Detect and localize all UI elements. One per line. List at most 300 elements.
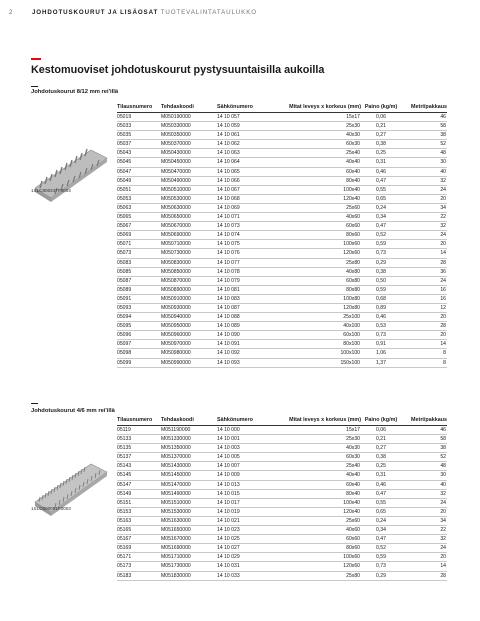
dims-cell: 40x40 <box>346 159 360 166</box>
el-no-cell: 14 10 068 <box>217 195 240 202</box>
section-2-title: Johdotuskourut 4/6 mm rei'illä <box>31 408 115 414</box>
table-row <box>117 507 447 516</box>
el-no-cell: 14 10 065 <box>217 168 240 175</box>
factory-code-cell: M050950000 <box>161 323 191 330</box>
weight-cell: 0,59 <box>376 241 386 248</box>
order-no-cell: 05094 <box>117 314 132 321</box>
order-no-cell: 05096 <box>117 332 132 339</box>
per-pack-cell: 46 <box>440 114 446 120</box>
el-no-cell: 14 10 013 <box>217 481 240 488</box>
el-no-cell: 14 10 059 <box>217 123 240 130</box>
weight-cell: 0,47 <box>376 177 386 184</box>
per-pack-cell: 58 <box>440 436 446 443</box>
factory-code-cell: M050350000 <box>161 132 191 139</box>
table-row <box>117 249 447 258</box>
el-no-cell: 14 10 069 <box>217 204 240 211</box>
weight-cell: 0,21 <box>376 436 386 443</box>
table-row <box>117 453 447 462</box>
table-row <box>117 562 447 571</box>
order-no-cell: 05067 <box>117 223 132 230</box>
factory-code-cell: M050690000 <box>161 232 191 239</box>
el-no-cell: 14 10 078 <box>217 268 240 275</box>
table-row <box>117 267 447 276</box>
factory-code-cell: M051530000 <box>161 508 191 515</box>
el-no-cell: 14 10 000 <box>217 427 240 433</box>
per-pack-cell: 52 <box>440 454 446 461</box>
table-row <box>117 194 447 203</box>
factory-code-cell: M050980000 <box>161 350 191 357</box>
table-row <box>117 535 447 544</box>
table-row <box>117 167 447 176</box>
factory-code-cell: M051450000 <box>161 472 191 479</box>
dims-cell: 100x40 <box>343 499 360 506</box>
weight-cell: 0,24 <box>376 204 386 211</box>
factory-code-cell: M051830000 <box>161 572 191 579</box>
table-row <box>117 498 447 507</box>
factory-code-cell: M051330000 <box>161 436 191 443</box>
page-number: 2 <box>9 9 14 16</box>
col-weight: Paino (kg/m) <box>364 417 398 423</box>
dims-cell: 80x40 <box>346 490 360 497</box>
image-caption-2: 1SLC800091F0003 <box>31 506 71 511</box>
weight-cell: 0,24 <box>376 517 386 524</box>
factory-code-cell: M050190000 <box>161 114 191 120</box>
weight-cell: 0,21 <box>376 123 386 130</box>
table-row <box>117 140 447 149</box>
per-pack-cell: 40 <box>440 168 446 175</box>
table-row <box>117 480 447 489</box>
table-row <box>117 122 447 131</box>
factory-code-cell: M050370000 <box>161 141 191 148</box>
per-pack-cell: 40 <box>440 481 446 488</box>
weight-cell: 0,38 <box>376 141 386 148</box>
per-pack-cell: 22 <box>440 527 446 534</box>
order-no-cell: 05049 <box>117 177 132 184</box>
dims-cell: 15x17 <box>346 427 360 433</box>
el-no-cell: 14 10 090 <box>217 332 240 339</box>
dims-cell: 25x80 <box>346 259 360 266</box>
el-no-cell: 14 10 027 <box>217 545 240 552</box>
dims-cell: 25x80 <box>346 572 360 579</box>
table-body <box>117 426 447 581</box>
table-row <box>117 176 447 185</box>
el-no-cell: 14 10 009 <box>217 472 240 479</box>
factory-code-cell: M050930000 <box>161 304 191 311</box>
weight-cell: 0,73 <box>376 563 386 570</box>
factory-code-cell: M050990000 <box>161 359 191 366</box>
factory-code-cell: M051470000 <box>161 481 191 488</box>
el-no-cell: 14 10 057 <box>217 114 240 120</box>
factory-code-cell: M050960000 <box>161 332 191 339</box>
table-row <box>117 213 447 222</box>
table-row <box>117 435 447 444</box>
factory-code-cell: M050510000 <box>161 186 191 193</box>
table-row <box>117 489 447 498</box>
table-row <box>117 303 447 312</box>
order-no-cell: 05167 <box>117 536 132 543</box>
dims-cell: 60x40 <box>346 481 360 488</box>
el-no-cell: 14 10 001 <box>217 436 240 443</box>
table-row <box>117 276 447 285</box>
factory-code-cell: M051650000 <box>161 527 191 534</box>
dims-cell: 80x60 <box>346 232 360 239</box>
table-row <box>117 444 447 453</box>
section-2-dash <box>31 403 38 404</box>
col-factory-code: Tehdaskoodi <box>161 417 194 423</box>
table-row <box>117 516 447 525</box>
el-no-cell: 14 10 064 <box>217 159 240 166</box>
per-pack-cell: 46 <box>440 427 446 433</box>
factory-code-cell: M051490000 <box>161 490 191 497</box>
factory-code-cell: M050670000 <box>161 223 191 230</box>
el-no-cell: 14 10 062 <box>217 141 240 148</box>
dims-cell: 60x60 <box>346 223 360 230</box>
table-row <box>117 258 447 267</box>
weight-cell: 0,38 <box>376 268 386 275</box>
factory-code-cell: M051670000 <box>161 536 191 543</box>
el-no-cell: 14 10 074 <box>217 232 240 239</box>
factory-code-cell: M050890000 <box>161 286 191 293</box>
per-pack-cell: 38 <box>440 132 446 139</box>
col-el-no: Sähkönumero <box>217 104 253 110</box>
table-row <box>117 131 447 140</box>
order-no-cell: 05133 <box>117 436 132 443</box>
factory-code-cell: M051430000 <box>161 463 191 470</box>
table-row <box>117 331 447 340</box>
table-row <box>117 471 447 480</box>
table-row <box>117 553 447 562</box>
dims-cell: 40x80 <box>346 268 360 275</box>
weight-cell: 0,34 <box>376 214 386 221</box>
factory-code-cell: M050650000 <box>161 214 191 221</box>
weight-cell: 0,38 <box>376 454 386 461</box>
dims-cell: 120x60 <box>343 250 360 257</box>
table-row <box>117 544 447 553</box>
weight-cell: 0,73 <box>376 250 386 257</box>
page-header <box>9 9 257 16</box>
weight-cell: 0,31 <box>376 159 386 166</box>
weight-cell: 0,73 <box>376 332 386 339</box>
factory-code-cell: M050940000 <box>161 314 191 321</box>
table-header-row <box>117 104 447 113</box>
factory-code-cell: M051350000 <box>161 445 191 452</box>
per-pack-cell: 34 <box>440 204 446 211</box>
table-row <box>117 462 447 471</box>
dims-cell: 100x80 <box>343 295 360 302</box>
table-row <box>117 349 447 358</box>
dims-cell: 40x30 <box>346 132 360 139</box>
factory-code-cell: M050970000 <box>161 341 191 348</box>
order-no-cell: 05098 <box>117 350 132 357</box>
table-row <box>117 158 447 167</box>
el-no-cell: 14 10 071 <box>217 214 240 221</box>
order-no-cell: 05083 <box>117 259 132 266</box>
order-no-cell: 05151 <box>117 499 132 506</box>
table-row <box>117 358 447 367</box>
el-no-cell: 14 10 089 <box>217 323 240 330</box>
dims-cell: 60x30 <box>346 141 360 148</box>
order-no-cell: 05073 <box>117 250 132 257</box>
order-no-cell: 05071 <box>117 241 132 248</box>
el-no-cell: 14 10 091 <box>217 341 240 348</box>
weight-cell: 0,46 <box>376 168 386 175</box>
table-row <box>117 240 447 249</box>
per-pack-cell: 14 <box>440 563 446 570</box>
weight-cell: 1,37 <box>376 359 386 366</box>
factory-code-cell: M051630000 <box>161 517 191 524</box>
per-pack-cell: 14 <box>440 341 446 348</box>
dims-cell: 60x60 <box>346 536 360 543</box>
order-no-cell: 05145 <box>117 472 132 479</box>
table-row <box>117 426 447 435</box>
per-pack-cell: 20 <box>440 554 446 561</box>
dims-cell: 60x40 <box>346 168 360 175</box>
factory-code-cell: M051730000 <box>161 563 191 570</box>
order-no-cell: 05137 <box>117 454 132 461</box>
order-no-cell: 05045 <box>117 159 132 166</box>
el-no-cell: 14 10 021 <box>217 517 240 524</box>
dims-cell: 40x100 <box>343 323 360 330</box>
order-no-cell: 05097 <box>117 341 132 348</box>
order-no-cell: 05173 <box>117 563 132 570</box>
per-pack-cell: 14 <box>440 250 446 257</box>
weight-cell: 0,50 <box>376 277 386 284</box>
per-pack-cell: 30 <box>440 159 446 166</box>
dims-cell: 80x100 <box>343 341 360 348</box>
factory-code-cell: M050490000 <box>161 177 191 184</box>
order-no-cell: 05135 <box>117 445 132 452</box>
per-pack-cell: 32 <box>440 490 446 497</box>
per-pack-cell: 20 <box>440 314 446 321</box>
section-1-title: Johdotuskourut 8/12 mm rei'illä <box>31 89 119 95</box>
factory-code-cell: M051710000 <box>161 554 191 561</box>
order-no-cell: 05149 <box>117 490 132 497</box>
weight-cell: 0,91 <box>376 341 386 348</box>
el-no-cell: 14 10 092 <box>217 350 240 357</box>
dims-cell: 40x40 <box>346 472 360 479</box>
order-no-cell: 05143 <box>117 463 132 470</box>
per-pack-cell: 20 <box>440 332 446 339</box>
el-no-cell: 14 10 081 <box>217 286 240 293</box>
per-pack-cell: 32 <box>440 536 446 543</box>
el-no-cell: 14 10 029 <box>217 554 240 561</box>
per-pack-cell: 58 <box>440 123 446 130</box>
order-no-cell: 05165 <box>117 527 132 534</box>
factory-code-cell: M051190000 <box>161 427 191 433</box>
col-per-pack: Metri/pakkaus <box>411 104 447 110</box>
table-row <box>117 185 447 194</box>
weight-cell: 0,53 <box>376 323 386 330</box>
weight-cell: 0,52 <box>376 232 386 239</box>
header-section: JOHDOTUSKOURUT JA LISÄOSAT <box>31 9 159 16</box>
table-row <box>117 340 447 349</box>
col-factory-code: Tehdaskoodi <box>161 104 194 110</box>
weight-cell: 0,55 <box>376 186 386 193</box>
table-row <box>117 571 447 580</box>
per-pack-cell: 38 <box>440 445 446 452</box>
dims-cell: 120x40 <box>343 508 360 515</box>
weight-cell: 0,52 <box>376 545 386 552</box>
weight-cell: 0,47 <box>376 536 386 543</box>
col-per-pack: Metri/pakkaus <box>411 417 447 423</box>
dims-cell: 25x30 <box>346 436 360 443</box>
weight-cell: 0,29 <box>376 572 386 579</box>
weight-cell: 0,65 <box>376 508 386 515</box>
order-no-cell: 05093 <box>117 304 132 311</box>
dims-cell: 25x100 <box>343 314 360 321</box>
el-no-cell: 14 10 067 <box>217 186 240 193</box>
weight-cell: 0,46 <box>376 314 386 321</box>
order-no-cell: 05033 <box>117 123 132 130</box>
table-row <box>117 526 447 535</box>
el-no-cell: 14 10 005 <box>217 454 240 461</box>
order-no-cell: 05171 <box>117 554 132 561</box>
el-no-cell: 14 10 033 <box>217 572 240 579</box>
dims-cell: 60x80 <box>346 277 360 284</box>
factory-code-cell: M050710000 <box>161 241 191 248</box>
dims-cell: 25x40 <box>346 150 360 157</box>
order-no-cell: 05069 <box>117 232 132 239</box>
order-no-cell: 05047 <box>117 168 132 175</box>
weight-cell: 0,59 <box>376 554 386 561</box>
factory-code-cell: M050830000 <box>161 259 191 266</box>
col-weight: Paino (kg/m) <box>364 104 398 110</box>
order-no-cell: 05091 <box>117 295 132 302</box>
col-dims: Mitat leveys x korkeus (mm) <box>289 417 361 423</box>
dims-cell: 25x30 <box>346 123 360 130</box>
table-header-row <box>117 417 447 426</box>
per-pack-cell: 12 <box>440 304 446 311</box>
weight-cell: 0,55 <box>376 499 386 506</box>
per-pack-cell: 24 <box>440 186 446 193</box>
dims-cell: 120x60 <box>343 563 360 570</box>
per-pack-cell: 24 <box>440 232 446 239</box>
order-no-cell: 05051 <box>117 186 132 193</box>
table-row <box>117 113 447 122</box>
weight-cell: 0,46 <box>376 481 386 488</box>
factory-code-cell: M050870000 <box>161 277 191 284</box>
weight-cell: 0,59 <box>376 286 386 293</box>
factory-code-cell: M051370000 <box>161 454 191 461</box>
per-pack-cell: 24 <box>440 545 446 552</box>
dims-cell: 80x60 <box>346 545 360 552</box>
dims-cell: 40x30 <box>346 445 360 452</box>
order-no-cell: 05147 <box>117 481 132 488</box>
dims-cell: 80x80 <box>346 286 360 293</box>
el-no-cell: 14 10 066 <box>217 177 240 184</box>
weight-cell: 0,06 <box>376 114 386 120</box>
weight-cell: 0,65 <box>376 195 386 202</box>
per-pack-cell: 16 <box>440 295 446 302</box>
per-pack-cell: 48 <box>440 463 446 470</box>
el-no-cell: 14 10 003 <box>217 445 240 452</box>
order-no-cell: 05043 <box>117 150 132 157</box>
el-no-cell: 14 10 075 <box>217 241 240 248</box>
factory-code-cell: M050730000 <box>161 250 191 257</box>
dims-cell: 120x80 <box>343 304 360 311</box>
table-row <box>117 313 447 322</box>
product-table-4-6 <box>117 417 447 581</box>
image-caption-1: 1SLC800247F0003 <box>31 188 71 193</box>
order-no-cell: 05087 <box>117 277 132 284</box>
weight-cell: 0,47 <box>376 490 386 497</box>
el-no-cell: 14 10 077 <box>217 259 240 266</box>
weight-cell: 0,27 <box>376 445 386 452</box>
el-no-cell: 14 10 063 <box>217 150 240 157</box>
dims-cell: 25x60 <box>346 517 360 524</box>
per-pack-cell: 32 <box>440 223 446 230</box>
order-no-cell: 05035 <box>117 132 132 139</box>
dims-cell: 40x60 <box>346 527 360 534</box>
order-no-cell: 05019 <box>117 114 132 120</box>
dims-cell: 80x40 <box>346 177 360 184</box>
per-pack-cell: 36 <box>440 268 446 275</box>
table-row <box>117 222 447 231</box>
weight-cell: 0,34 <box>376 527 386 534</box>
per-pack-cell: 48 <box>440 150 446 157</box>
table-row <box>117 149 447 158</box>
el-no-cell: 14 10 076 <box>217 250 240 257</box>
factory-code-cell: M050470000 <box>161 168 191 175</box>
factory-code-cell: M050330000 <box>161 123 191 130</box>
per-pack-cell: 20 <box>440 508 446 515</box>
per-pack-cell: 16 <box>440 286 446 293</box>
factory-code-cell: M051690000 <box>161 545 191 552</box>
order-no-cell: 05169 <box>117 545 132 552</box>
per-pack-cell: 8 <box>443 350 446 357</box>
table-row <box>117 322 447 331</box>
weight-cell: 0,25 <box>376 463 386 470</box>
order-no-cell: 05163 <box>117 517 132 524</box>
col-dims: Mitat leveys x korkeus (mm) <box>289 104 361 110</box>
el-no-cell: 14 10 017 <box>217 499 240 506</box>
dims-cell: 40x60 <box>346 214 360 221</box>
dims-cell: 100x40 <box>343 186 360 193</box>
el-no-cell: 14 10 025 <box>217 536 240 543</box>
factory-code-cell: M050530000 <box>161 195 191 202</box>
per-pack-cell: 8 <box>443 359 446 366</box>
factory-code-cell: M050850000 <box>161 268 191 275</box>
dims-cell: 25x40 <box>346 463 360 470</box>
el-no-cell: 14 10 079 <box>217 277 240 284</box>
el-no-cell: 14 10 087 <box>217 304 240 311</box>
table-body <box>117 113 447 368</box>
factory-code-cell: M051510000 <box>161 499 191 506</box>
col-order-no: Tilausnumero <box>117 104 153 110</box>
col-el-no: Sähkönumero <box>217 417 253 423</box>
order-no-cell: 05153 <box>117 508 132 515</box>
weight-cell: 0,29 <box>376 259 386 266</box>
dims-cell: 60x100 <box>343 332 360 339</box>
cable-duct-8-12-image <box>31 136 111 206</box>
el-no-cell: 14 10 061 <box>217 132 240 139</box>
weight-cell: 0,68 <box>376 295 386 302</box>
page-title: Kestomuoviset johdotuskourut pystysuuntaisilla aukoilla <box>31 64 325 76</box>
order-no-cell: 05095 <box>117 323 132 330</box>
per-pack-cell: 34 <box>440 517 446 524</box>
weight-cell: 0,89 <box>376 304 386 311</box>
dims-cell: 25x60 <box>346 204 360 211</box>
order-no-cell: 05119 <box>117 427 131 433</box>
el-no-cell: 14 10 031 <box>217 563 240 570</box>
weight-cell: 0,31 <box>376 472 386 479</box>
per-pack-cell: 24 <box>440 499 446 506</box>
el-no-cell: 14 10 007 <box>217 463 240 470</box>
weight-cell: 0,06 <box>376 427 386 433</box>
dims-cell: 150x100 <box>340 359 360 366</box>
dims-cell: 15x17 <box>346 114 360 120</box>
section-1-dash <box>31 86 38 87</box>
